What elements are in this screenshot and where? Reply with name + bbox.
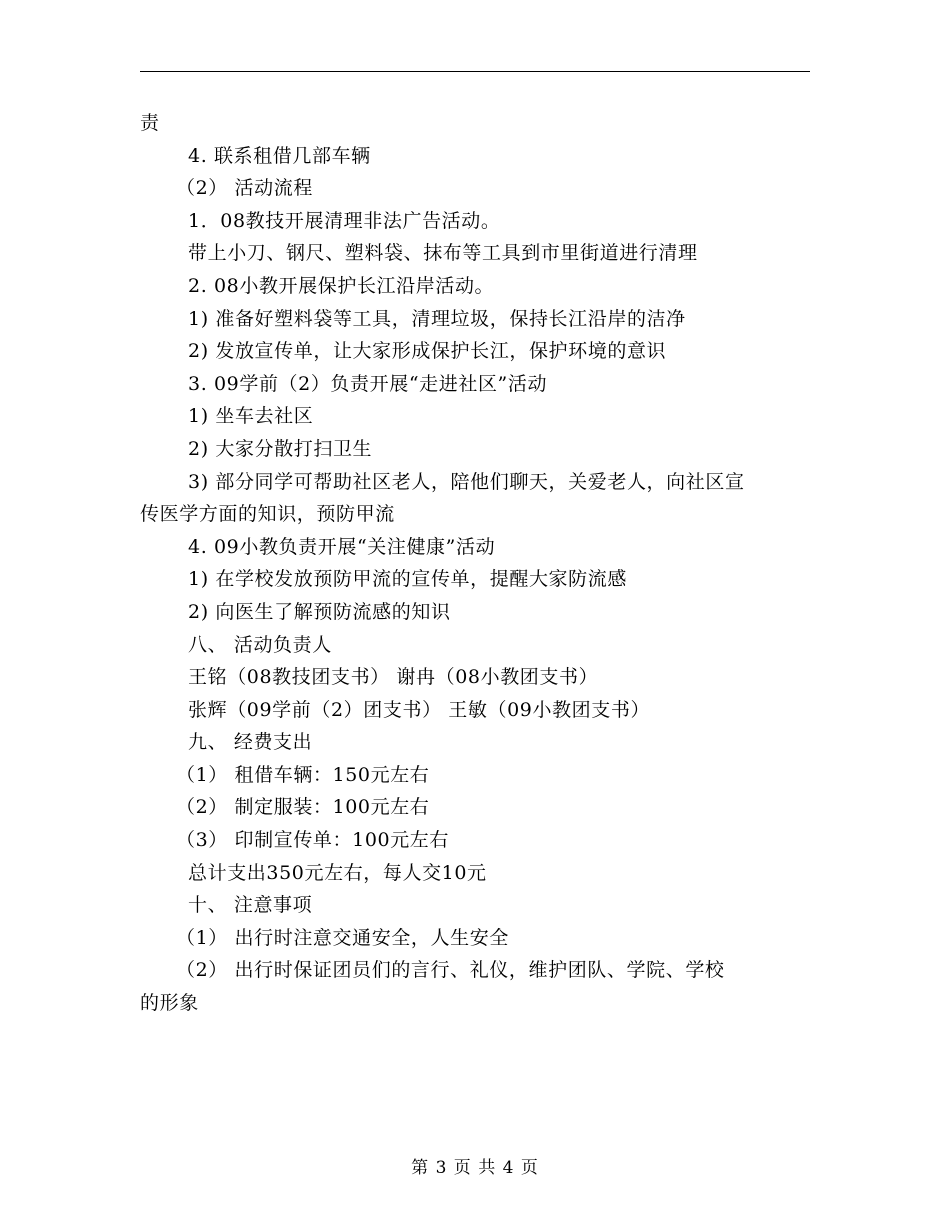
paragraph-line: 的形象	[140, 992, 199, 1015]
paragraph-line: （1） 租借车辆：150元左右	[176, 763, 430, 786]
paragraph-line: 3) 部分同学可帮助社区老人，陪他们聊天，关爱老人，向社区宣	[188, 470, 745, 493]
section-heading: 八、 活动负责人	[188, 633, 332, 656]
paragraph-line: 4. 09小教负责开展“关注健康”活动	[188, 535, 496, 558]
paragraph-line: （3） 印制宣传单：100元左右	[176, 829, 449, 852]
paragraph-line: 王铭（08教技团支书） 谢冉（08小教团支书）	[188, 666, 599, 689]
paragraph-line: 责	[140, 112, 160, 134]
paragraph-line: 1) 坐车去社区	[188, 405, 314, 428]
paragraph-line: 2. 08小教开展保护长江沿岸活动。	[188, 274, 495, 297]
body-text	[140, 107, 812, 1020]
paragraph-line: 3. 09学前（2）负责开展“走进社区”活动	[188, 372, 548, 395]
paragraph-line: 总计支出350元左右，每人交10元	[188, 861, 487, 884]
paragraph-line: 1．08教技开展清理非法广告活动。	[188, 209, 501, 232]
paragraph-line: 1) 准备好塑料袋等工具，清理垃圾，保持长江沿岸的洁净	[188, 307, 686, 330]
paragraph-line: 2) 大家分散打扫卫生	[188, 437, 373, 460]
paragraph-line: （1） 出行时注意交通安全，人生安全	[176, 926, 509, 949]
paragraph-line: 2) 发放宣传单，让大家形成保护长江，保护环境的意识	[188, 340, 667, 363]
paragraph-line: 2) 向医生了解预防流感的知识	[188, 600, 451, 623]
paragraph-line: （2） 出行时保证团员们的言行、礼仪，维护团队、学院、学校	[176, 959, 725, 982]
section-heading: 九、 经费支出	[188, 731, 313, 754]
paragraph-line: 1) 在学校发放预防甲流的宣传单，提醒大家防流感	[188, 568, 627, 591]
page-footer: 第 3 页 共 4 页	[411, 1158, 539, 1178]
paragraph-line: 4. 联系租借几部车辆	[188, 144, 371, 167]
paragraph-line: 张辉（09学前（2）团支书） 王敏（09小教团支书）	[188, 698, 651, 721]
paragraph-line: 传医学方面的知识，预防甲流	[140, 503, 395, 526]
header-rule	[140, 71, 810, 72]
paragraph-line: （2） 活动流程	[176, 177, 313, 200]
paragraph-line: （2） 制定服装：100元左右	[176, 796, 430, 819]
paragraph-line: 带上小刀、钢尺、塑料袋、抹布等工具到市里街道进行清理	[188, 242, 698, 265]
section-heading: 十、 注意事项	[188, 894, 313, 917]
